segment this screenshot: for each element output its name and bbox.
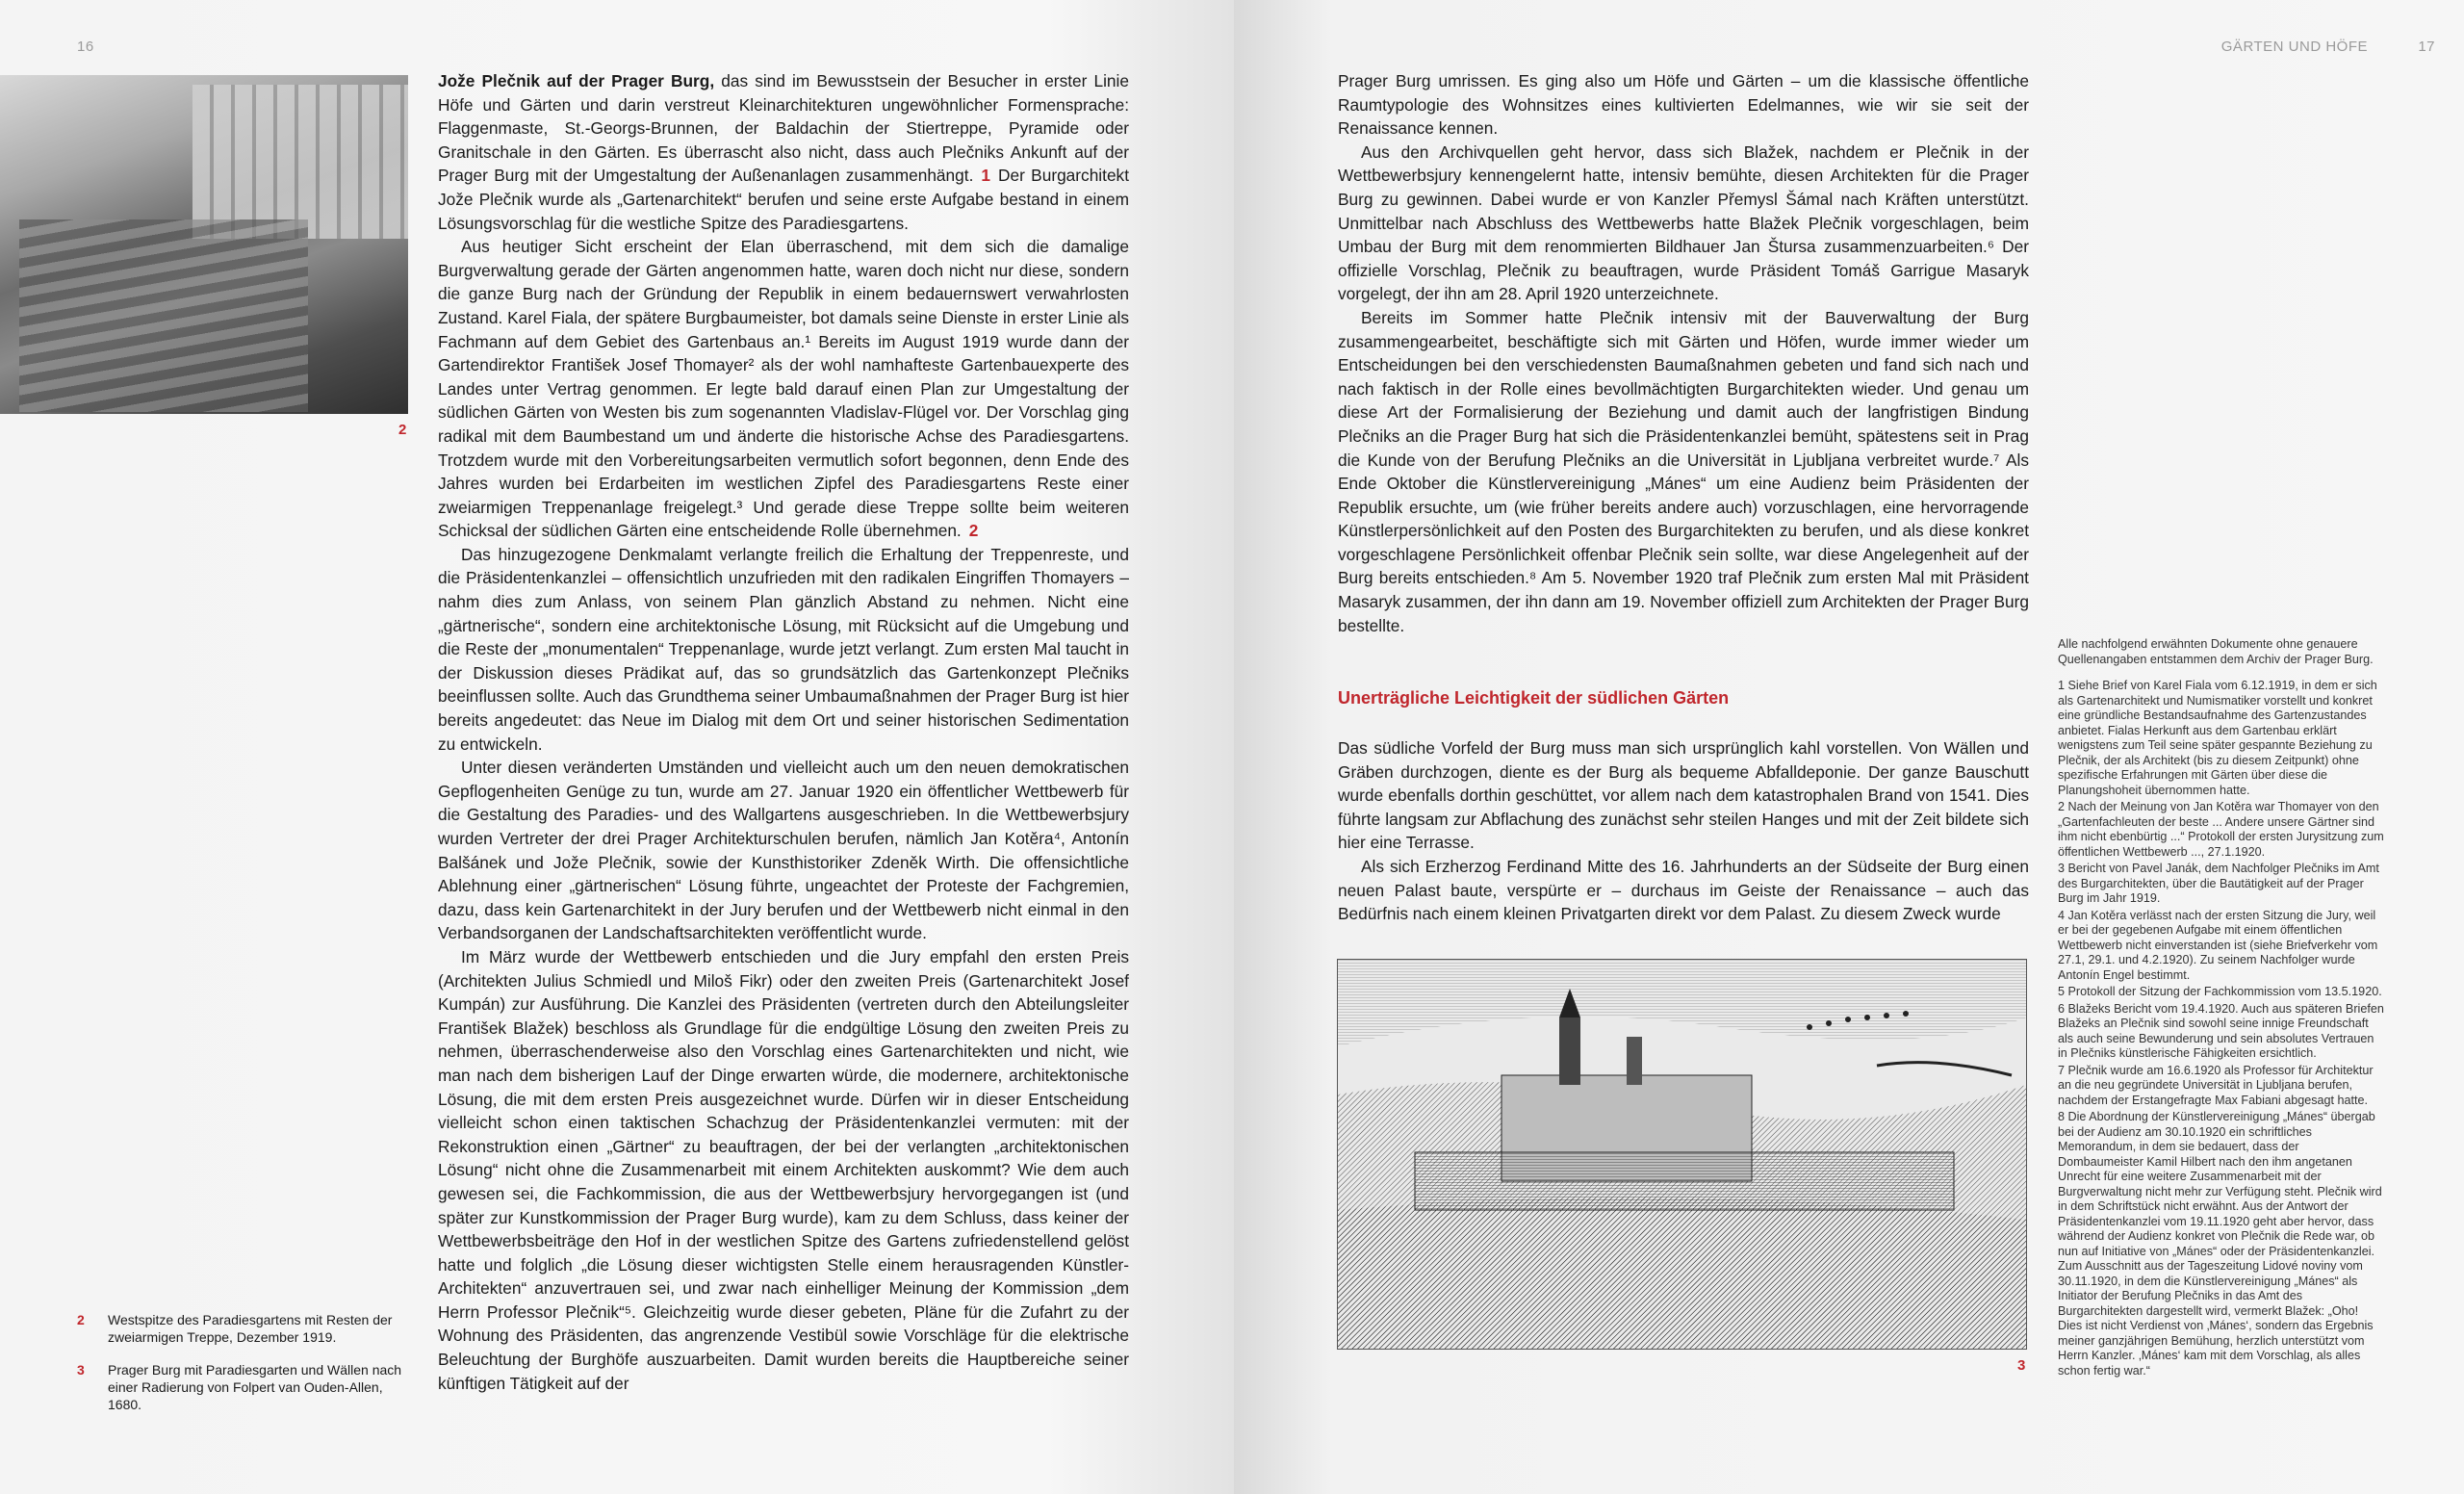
caption-number: 3 (77, 1362, 85, 1378)
endnotes (2058, 637, 2385, 1380)
paragraph-text: Als sich Erzherzog Ferdinand Mitte des 16. Jahrhunderts an der Südseite der Burg einen neuen Palast baute, verspürte er – durchaus im Geiste der Renaissance – auch das Bedürfnis nach einem kleinen Privatgarten direkt vor dem Palast. Zu diesem Zweck wurde (1338, 856, 2029, 924)
endnote: 8 Die Abordnung der Künstlervereinigung „Mánes“ übergab bei der Audienz am 30.10.1920 ein schriftliches Memorandum, in dem sie bedauert, dass der Dombaumeister Kamil Hilbert nach den ihm angetanen Unrecht für eine weitere Zusammenarbeit mit der Burgverwaltung nicht mehr zur Verfügung steht. Plečnik wird in dem Schriftstück nicht erwähnt. Aus der Antwort der Präsidentenkanzlei vom 19.11.1920 geht aber hervor, dass während der Audienz konkret von Plečnik die Rede war, ob nun auf Initiative von „Mánes“ oder der Präsidentenkanzlei. Zum Ausschnitt aus der Tageszeitung Lidové noviny vom 30.11.1920, in dem die Künstlervereinigung „Mánes“ als Initiator der Berufung Plečniks in das Amt des Burgarchitekten dargestellt wird, vermerkt Blažek: „Oho! Dies ist nicht Verdienst von ‚Mánes‘, sondern das Ergebnis meiner ganzjährigen Bemühung, herzlich unterstützt vom Herrn Kanzler. ‚Mánes‘ kam mit dem Vorschlag, als alles schon fertig war.“ (2058, 1110, 2382, 1378)
left-body-text (438, 69, 1129, 1395)
paragraph (438, 945, 1129, 1395)
paragraph-text: Prager Burg umrissen. Es ging also um Höfe und Gärten – um die klassische öffentliche Raumtypologie des Wohnsitzes eines kultivierten Edelmannes, wie wir sie seit der Renaissance kennen. (1338, 71, 2029, 139)
running-head: GÄRTEN UND HÖFE (2220, 39, 2368, 55)
paragraph (438, 69, 1129, 235)
engraving-drawing (1338, 960, 2026, 1349)
photo-wall (192, 85, 408, 239)
caption (77, 1311, 409, 1346)
caption-text: Prager Burg mit Paradiesgarten und Wällen nach einer Radierung von Folpert van Ouden-Allen, 1680. (108, 1362, 402, 1412)
right-body-text-top (1338, 69, 2029, 637)
paragraph-text: Im März wurde der Wettbewerb entschieden und die Jury empfahl den ersten Preis (Architekten Julius Schmiedl und Miloš Fikr) oder den zweiten Preis (Gartenarchitekt Josef Kumpán) zur Ausführung. Die Kanzlei des Präsidenten (vertreten durch den Abteilungsleiter František Blažek) beschloss als Grundlage für die endgültige Lösung den zweiten Preis zu nehmen, überraschenderweise also den Vorschlag eines Gartenarchitekten und nicht, wie man nach dem bisherigen Lauf der Dinge erwarten würde, die modernere, architektonische Lösung, die mit dem ersten Preis ausgezeichnet wurde. Dürfen wir in dieser Entscheidung vielleicht schon einen taktischen Schachzug der Präsidentenkanzlei vermuten: mit der Rekonstruktion einen „Gärtner“ zu beauftragen, der bei der verlangten „architektonischen Lösung“ nicht ohne die Zusammenarbeit mit einem Architekten auskommt? Wie dem auch gewesen sei, die Fachkommission, die aus der Wettbewerbsjury hervorgegangen ist (und später zur Kunstkommission der Prager Burg wurde), kam zu dem Schluss, dass keiner der Wettbewerbsbeiträge den Hof in der westlichen Spitze des Gartens zufriedenstellend gelöst hatte und folglich „die Lösung dieser wichtigsten Stelle einem herausragenden Künstler-Architekten“ anzuvertrauen sei, und zwar nach einhelliger Meinung der Kommission „dem Herrn Professor Plečnik“⁵. Gleichzeitig wurde dieser gebeten, Pläne für die Zufahrt zu der Wohnung des Präsidenten, das angrenzende Vestibül sowie Vorschläge für die elektrische Beleuchtung der Burghöfe auszuarbeiten. Damit wurden bereits die Hauptbereiche seiner künftigen Tätigkeit auf der (438, 946, 1129, 1393)
paragraph (1338, 855, 2029, 926)
figure-number-2: 2 (398, 422, 407, 438)
endnote: 2 Nach der Meinung von Jan Kotěra war Thomayer von den „Gartenfachleuten der beste ... Andere unsere Gärtner sind ihm nicht ebenbürtig ...“ Protokoll der ersten Jurysitzung zum öffentlichen Wettbewerb ..., 27.1.1920. (2058, 800, 2384, 859)
caption-text: Westspitze des Paradiesgartens mit Resten der zweiarmigen Treppe, Dezember 1919. (108, 1312, 393, 1345)
paragraph-text: Unter diesen veränderten Umständen und vielleicht auch um den neuen demokratischen Gepflogenheiten Genüge zu tun, wurde am 27. Januar 1920 ein öffentlicher Wettbewerb für die Gestaltung des Paradies- und des Wallgartens ausgeschrieben. In die Wettbewerbsjury wurden Vertreter der drei Prager Architekturschulen berufen, nämlich Jan Kotěra⁴, Antonín Balšánek und Jože Plečnik, sowie der Kunsthistoriker Zdeněk Wirth. Die offensichtliche Ablehnung einer „gärtnerischen“ Lösung führte, ungeachtet der Proteste der Fachgremien, dazu, dass kein Gartenarchitekt in der Jury berufen und der Wettbewerb nicht einmal in den Verbandsorganen der Landschaftsarchitekten veröffentlicht wurde. (438, 758, 1129, 943)
lead-in: Jože Plečnik auf der Prager Burg, (438, 71, 715, 90)
endnote: 5 Protokoll der Sitzung der Fachkommission vom 13.5.1920. (2058, 985, 2382, 998)
paragraph (438, 543, 1129, 756)
paragraph-text: Aus den Archivquellen geht hervor, dass sich Blažek, nachdem er Plečnik in der Wettbewerbsjury kennengelernt hatte, intensiv bemühte, diesen Architekten für die Prager Burg zu gewinnen. Dabei wurde er von Kanzler Přemysl Šámal nach Kräften unterstützt. Unmittelbar nach Abschluss des Wettbewerbs hatte Blažek Plečnik vorgeschlagen, beim Umbau der Burg mit dem renommierten Bildhauer Jan Štursa zusammenzuarbeiten.⁶ Der offizielle Vorschlag, Plečnik zu beauftragen, wurde Präsident Tomáš Garrigue Masaryk vorgelegt, der ihn am 28. April 1920 unterzeichnete. (1338, 142, 2029, 304)
figure-number-3: 3 (2017, 1357, 2026, 1374)
photo-stairs (19, 219, 308, 412)
paragraph-text: das sind im Bewusstsein der Besucher in erster Linie Höfe und Gärten und darin verstreut Kleinarchitekturen ungewöhnlicher Formensprache: Flaggenmaste, St.-Georgs-Brunnen, der Baldachin der Stiertreppe, Pyramide oder Granitschale in den Gärten. Es überrascht also nicht, dass auch Plečniks Ankunft auf der Prager Burg mit der Umgestaltung der Außenanlagen zusammenhängt. (438, 71, 1129, 186)
figure-captions (77, 1311, 409, 1429)
paragraph-text: Das hinzugezogene Denkmalamt verlangte freilich die Erhaltung der Treppenreste, und die Präsidentenkanzlei – offensichtlich unzufrieden mit den radikalen Eingriffen Thomayers – nahm dies zum Anlass, von seinem Plan gänzlich Abstand zu nehmen. Nicht eine „gärtnerische“, sondern eine architektonische Lösung, mit Rücksicht auf die Umgebung und die Reste der „monumentalen“ Treppenanlage, wurde jetzt verlangt. Zum ersten Mal taucht in der Diskussion dieses Prädikat auf, das so grundsätzlich das Gartenkonzept Plečniks beeinflussen sollte. Auch das Grundthema seiner Umbaumaßnahmen der Prager Burg ist hier bereits angedeutet: das Neue im Dialog mit dem Ort und seiner historischen Sedimentation zu entwickeln. (438, 544, 1129, 754)
notes-intro: Alle nachfolgend erwähnten Dokumente ohne genauere Quellenangaben entstammen dem Archiv der Prager Burg. (2058, 637, 2374, 666)
paragraph (438, 756, 1129, 945)
paragraph-text: Bereits im Sommer hatte Plečnik intensiv mit der Bauverwaltung der Burg zusammengearbeitet, beschäftigte sich mit Gärten und Höfen, wurde immer wieder um Entscheidungen bei den verschiedensten Baumaßnahmen gebeten und fand sich nach und nach faktisch in der Rolle eines bevollmächtigten Burgarchitekten wieder. Und genau um diese Art der Formalisierung der Beziehung und damit auch der langfristigen Bindung Plečniks an die Prager Burg hat sich die Präsidentenkanzlei bemüht, spätestens seit in Prag die Kunde von der Berufung Plečniks an die Universität in Ljubljana verbreitet wurde.⁷ Als Ende Oktober die Künstlervereinigung „Mánes“ um eine Audienz beim Präsidenten der Republik ersuchte, um (wie früher bereits andere auch) vorzuschlagen, eine hervorragende Künstlerpersönlichkeit auf den Posten des Burgarchitekten zu berufen, und als diese konkret vorgeschlagene Persönlichkeit offenbar Plečnik sein sollte, war diese Angelegenheit auf der Burg bereits entschieden.⁸ Am 5. November 1920 traf Plečnik zum ersten Mal mit Präsident Masaryk zusammen, der ihn dann am 19. November offiziell zum Architekten der Prager Burg bestellte. (1338, 307, 2029, 635)
paragraph-text: Aus heutiger Sicht erscheint der Elan überraschend, mit dem sich die damalige Burgverwaltung gerade der Gärten angenommen hatte, waren doch nicht nur diese, sondern die ganze Burg nach der Gründung der Republik in einem bedauernswert verwahrlosten Zustand. Karel Fiala, der spätere Burgbaumeister, bot damals seine Dienste in erster Linie als Fachmann auf dem Gebiet des Gartenbaus an.¹ Bereits im August 1919 wurde dann der Gartendirektor František Josef Thomayer² als der wohl namhafteste Gartenbauexperte des Landes unter Vertrag genommen. Er legte bald darauf einen Plan zur Umgestaltung der südlichen Gärten von Westen bis zum sogenannten Vladislav-Flügel vor. Der Vorschlag ging radikal mit dem Baumbestand um und änderte die historische Achse des Paradiesgartens. Trotzdem wurde mit den Vorbereitungsarbeiten vermutlich sofort begonnen, denn Ende des Jahres wurden bei Erdarbeiten im westlichen Zipfel des Paradiesgartens Reste einer zweiarmigen Treppenanlage freigelegt.³ Und gerade diese Treppe sollte beim weiteren Schicksal der südlichen Gärten eine entscheidende Rolle übernehmen. (438, 237, 1129, 541)
endnote: 6 Blažeks Bericht vom 19.4.1920. Auch aus späteren Briefen Blažeks an Plečnik sind sowohl seine innige Freundschaft als auch seine Bewunderung und sein absolutes Vertrauen in Plečniks künstlerische Fähigkeiten ersichtlich. (2058, 1001, 2384, 1060)
paragraph-text: Das südliche Vorfeld der Burg muss man sich ursprünglich kahl vorstellen. Von Wällen und Gräben durchzogen, diente es der Burg als bequeme Abfalldeponie. Der ganze Bauschutt wurde ebenfalls dorthin geschüttet, vor allem nach dem katastrophalen Brand von 1541. Dies führte langsam zur Abflachung des zunächst sehr steilen Hanges und mit der Zeit bildete sich hier eine Terrasse. (1338, 738, 2029, 853)
endnote: 3 Bericht von Pavel Janák, dem Nachfolger Plečniks im Amt des Burgarchitekten, über die Bautätigkeit auf der Prager Burg im Jahr 1919. (2058, 862, 2379, 905)
section-heading: Unerträgliche Leichtigkeit der südlichen Gärten (1338, 688, 1730, 708)
figure-reference: 2 (968, 521, 979, 541)
caption-number: 2 (77, 1312, 85, 1327)
paragraph-text-continued: Der Burgarchitekt Jože Plečnik wurde als „Gartenarchitekt“ berufen und seine erste Aufgabe bestand in einem Lösungsvorschlag für die westliche Spitze des Paradiesgartens. (438, 166, 1129, 233)
paragraph (1338, 736, 2029, 855)
right-body-text-bottom (1338, 736, 2029, 926)
endnote: 4 Jan Kotěra verlässt nach der ersten Sitzung die Jury, weil er bei der gegebenen Aufgabe mit einem öffentlichen Wettbewerb nicht einverstanden ist (siehe Briefverkehr vom 27.1, 29.1. und 4.2.1920). Zu seinem Nachfolger wurde Antonín Engel bestimmt. (2058, 908, 2378, 982)
caption (77, 1361, 409, 1413)
paragraph (1338, 306, 2029, 637)
paragraph (1338, 141, 2029, 306)
paragraph (1338, 69, 2029, 141)
figure-reference: 1 (981, 166, 990, 186)
paragraph (438, 235, 1129, 543)
page-number-left: 16 (77, 39, 94, 55)
engraving-prague-castle (1337, 959, 2027, 1350)
page-number-right: 17 (2418, 39, 2435, 55)
endnote: 7 Plečnik wurde am 16.6.1920 als Professor für Architektur an die neu gegründete Universität in Ljubljana berufen, nachdem der Erstangefragte Max Fabiani abgesagt hatte. (2058, 1063, 2374, 1107)
historic-photo-paradise-garden (0, 75, 408, 414)
endnote: 1 Siehe Brief von Karel Fiala vom 6.12.1919, in dem er sich als Gartenarchitekt und Numismatiker vorstellt und konkret eine gründliche Bestandsaufnahme des Gartenzustandes anbietet. Fialas Herkunft aus dem Gartenbau erklärt wenigstens zum Teil seine später gespannte Beziehung zu Plečnik, der als Architekt (bis zu diesem Zeitpunkt) ohne spezifische Erfahrungen mit Gärten über diese die Planungshoheit übernommen hatte. (2058, 679, 2377, 797)
